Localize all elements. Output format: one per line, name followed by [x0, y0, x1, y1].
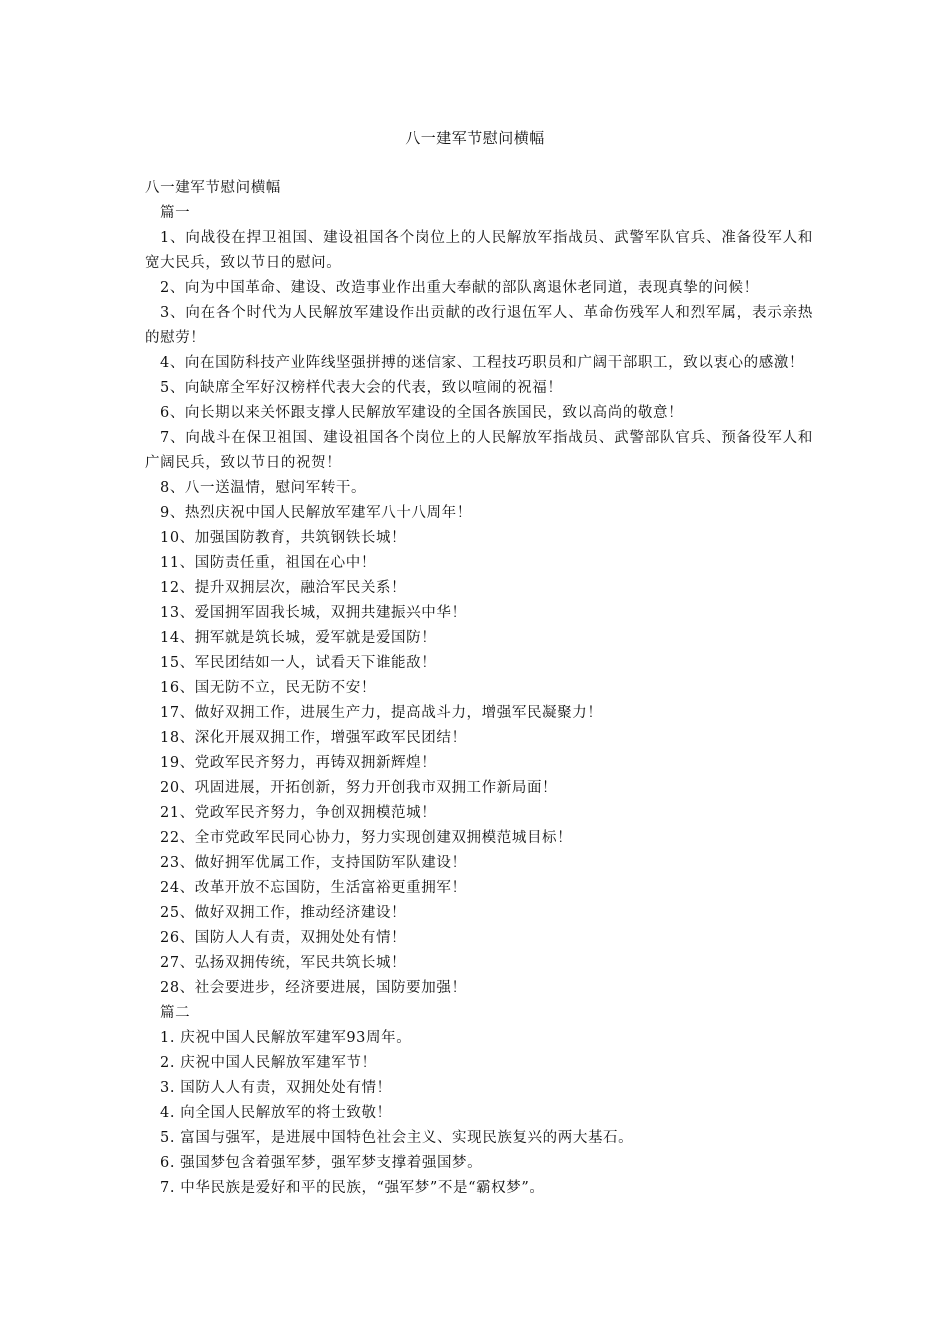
list-item: 15、军民团结如一人，试看天下谁能敌！: [160, 655, 437, 671]
list-item: 14、拥军就是筑长城，爱军就是爱国防！: [160, 630, 437, 646]
list-item: 9、热烈庆祝中国人民解放军建军八十八周年！: [160, 505, 472, 521]
list-item: 7、向战斗在保卫祖国、建设祖国各个岗位上的人民解放军指战员、武警部队官兵、预备役军人和广阔民兵，致以节日的祝贺！: [145, 430, 813, 471]
list-item: 18、深化开展双拥工作，增强军政军民团结！: [160, 730, 467, 746]
list-item: 3. 国防人人有责，双拥处处有情！: [160, 1080, 392, 1096]
list-item: 27、弘扬双拥传统，军民共筑长城！: [160, 955, 407, 971]
list-item: 13、爱国拥军固我长城，双拥共建振兴中华！: [160, 605, 467, 621]
list-item: 21、党政军民齐努力，争创双拥模范城！: [160, 805, 437, 821]
list-item: 25、做好双拥工作，推动经济建设！: [160, 905, 407, 921]
list-item: 12、提升双拥层次，融洽军民关系！: [160, 580, 407, 596]
list-item: 11、国防责任重，祖国在心中！: [160, 555, 376, 571]
list-item: 19、党政军民齐努力，再铸双拥新辉煌！: [160, 755, 437, 771]
list-item: 10、加强国防教育，共筑钢铁长城！: [160, 530, 407, 546]
list-item: 20、巩固进展，开拓创新，努力开创我市双拥工作新局面！: [160, 780, 558, 796]
body-heading: 八一建军节慰问横幅: [145, 180, 281, 196]
list-item: 17、做好双拥工作，进展生产力，提高战斗力，增强军民凝聚力！: [160, 705, 603, 721]
list-item: 24、改革开放不忘国防，生活富裕更重拥军！: [160, 880, 467, 896]
list-item: 7. 中华民族是爱好和平的民族，“强军梦”不是“霸权梦”。: [160, 1180, 545, 1196]
list-item: 1. 庆祝中国人民解放军建军93周年。: [160, 1030, 412, 1046]
list-item: 6. 强国梦包含着强军梦，强军梦支撑着强国梦。: [160, 1155, 483, 1171]
list-item: 28、社会要进步，经济要进展，国防要加强！: [160, 980, 467, 996]
section-label-2: 篇二: [160, 1005, 191, 1021]
list-item: 6、向长期以来关怀跟支撑人民解放军建设的全国各族国民，致以高尚的敬意！: [160, 405, 684, 421]
list-item: 2. 庆祝中国人民解放军建军节！: [160, 1055, 377, 1071]
list-item: 1、向战役在捍卫祖国、建设祖国各个岗位上的人民解放军指战员、武警军队官兵、准备役军人和宽大民兵，致以节日的慰问。: [145, 230, 813, 271]
list-item: 5、向缺席全军好汉榜样代表大会的代表，致以喧闹的祝福！: [160, 380, 563, 396]
list-item: 23、做好拥军优属工作，支持国防军队建设！: [160, 855, 467, 871]
list-item: 4、向在国防科技产业阵线坚强拼搏的迷信家、工程技巧职员和广阔干部职工，致以衷心的感激！: [160, 355, 805, 371]
document-title: 八一建军节慰问横幅: [405, 129, 545, 147]
section-label-1: 篇一: [160, 205, 191, 221]
list-item: 2、向为中国革命、建设、改造事业作出重大奉献的部队离退休老同道，表现真挚的问候！: [160, 280, 759, 296]
list-item: 16、国无防不立，民无防不安！: [160, 680, 376, 696]
list-item: 5. 富国与强军，是进展中国特色社会主义、实现民族复兴的两大基石。: [160, 1130, 634, 1146]
list-item: 3、向在各个时代为人民解放军建设作出贡献的改行退伍军人、革命伤残军人和烈军属，表示亲热的慰劳！: [145, 305, 813, 346]
document-body: [145, 176, 813, 1201]
list-item: 22、全市党政军民同心协力，努力实现创建双拥模范城目标！: [160, 830, 573, 846]
list-item: 4. 向全国人民解放军的将士致敬！: [160, 1105, 392, 1121]
list-item: 8、八一送温情，慰问军转干。: [160, 480, 367, 496]
list-item: 26、国防人人有责，双拥处处有情！: [160, 930, 407, 946]
